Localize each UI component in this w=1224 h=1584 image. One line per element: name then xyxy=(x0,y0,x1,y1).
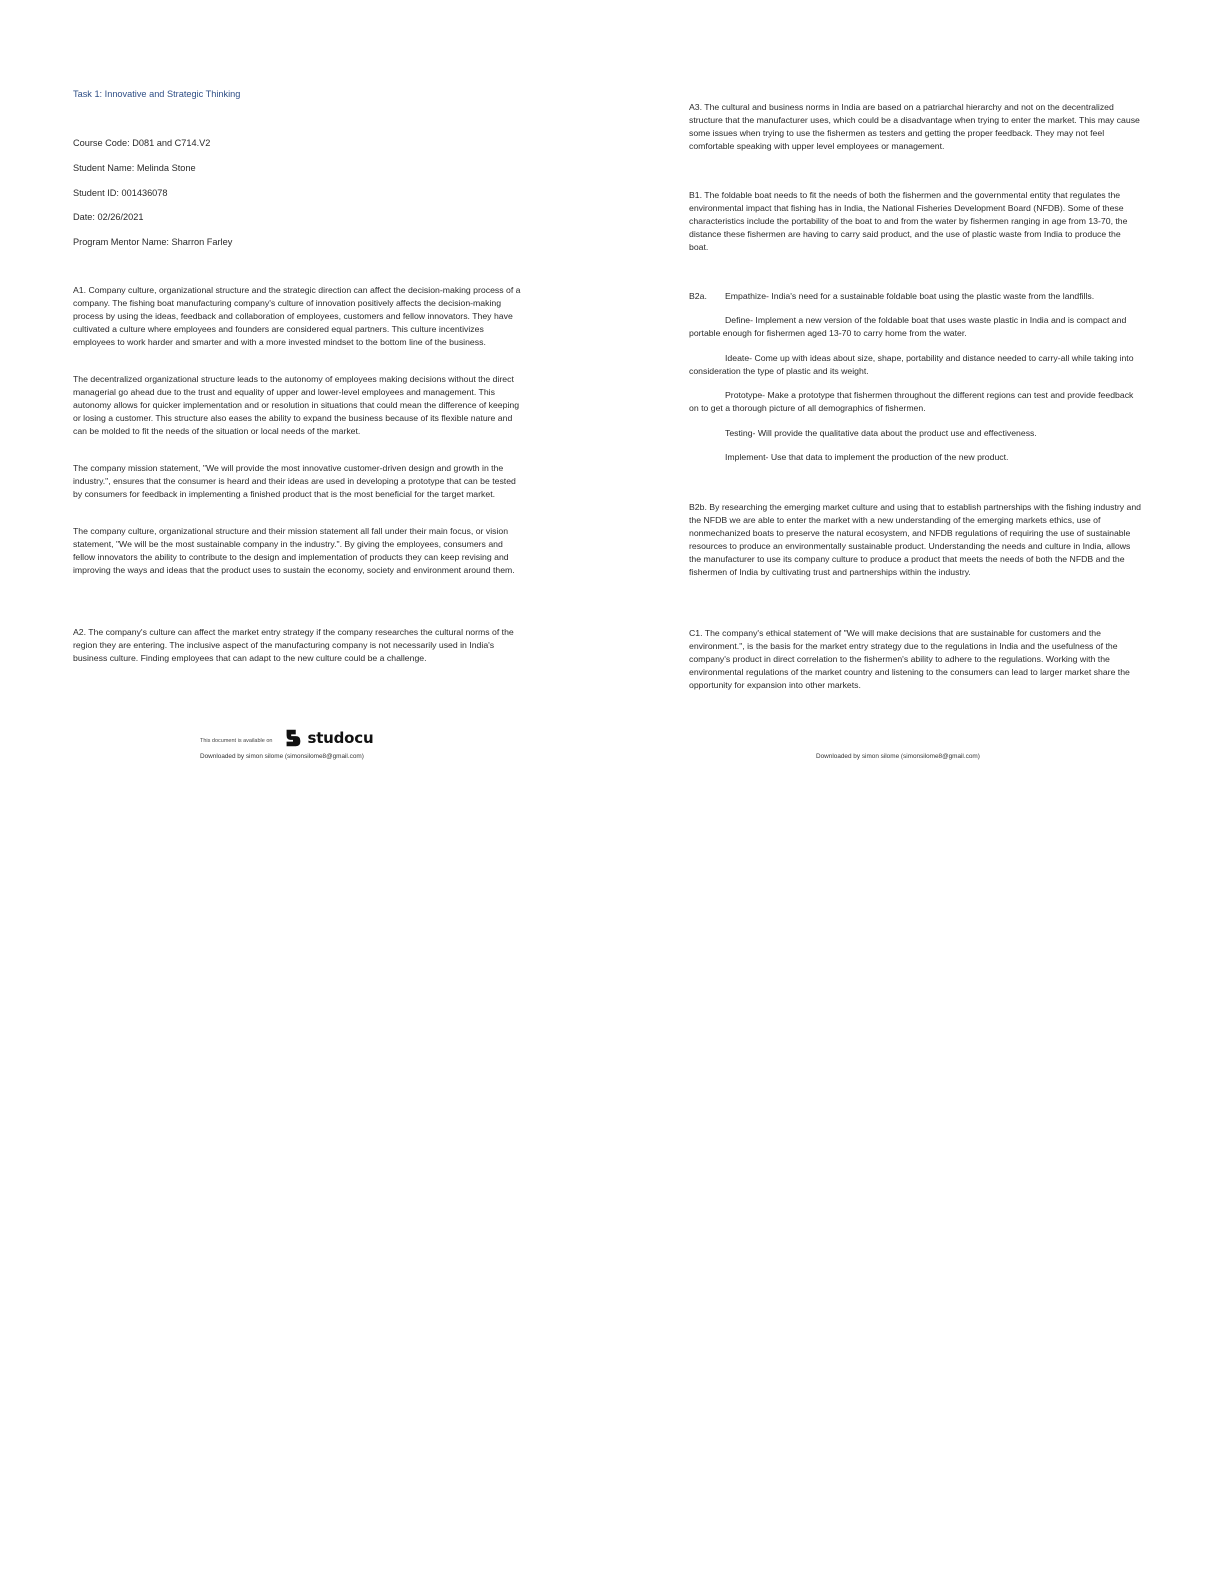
b2a-define: Define- Implement a new version of the foldable boat that uses waste plastic in India and is compact and portable enough for fishermen aged 13-70 to carry home from the water. xyxy=(689,315,1127,338)
b2b-paragraph: B2b. By researching the emerging market culture and using that to establish partnerships with the fishing industry and the NFDB we are able to enter the market with a new understanding of the emerging markets ethics, use of nonmechanized boats to preserve the natural ecosystem, and NFDB regulations of requiring the use of sustainable resources to produce an environmentally sustainable product. Understanding the needs and culture in India, allows the manufacturer to use its company culture to produce a product that meets the needs of both the NFDB and the fishermen of India by cultivating trust and partnerships within the industry. xyxy=(689,502,1142,577)
a1-paragraph-3: The company mission statement, "We will provide the most innovative customer-driven design and growth in the industry.", ensures that the consumer is heard and their ideas are used in developing a prototype that can be tested by consumers for feedback in implementing a finished product that is the most beneficial for the target market. xyxy=(73,463,516,499)
b2a-implement: Implement- Use that data to implement the production of the new product. xyxy=(725,452,1009,462)
b2a-empathize: Empathize- India's need for a sustainable foldable boat using the plastic waste from the landfills. xyxy=(725,291,1095,301)
a1-paragraph-4: The company culture, organizational structure and their mission statement all fall under their main focus, or vision statement, "We will be the most sustainable company in the industry.". By giving the employees, consumers and fellow innovators the ability to contribute to the design and implementation of products they can keep revising and improving the ways and ideas that the product uses to sustain the economy, society and environment around them. xyxy=(73,526,515,575)
a1-paragraph-1: A1. Company culture, organizational structure and the strategic direction can affect the decision-making process of a company. The fishing boat manufacturing company's culture of innovation positively affects the decision-making process by using the ideas, feedback and collaboration of employees, customers and fellow innovators. They have cultivated a culture where employees and founders are considered equal partners. This culture incentivizes employees to work harder and smarter and with a more invested mindset to the bottom line of the business. xyxy=(73,285,521,347)
b2a-ideate: Ideate- Come up with ideas about size, shape, portability and distance needed to carry-all while taking into consideration the type of plastic and its weight. xyxy=(689,353,1134,376)
a2-paragraph: A2. The company's culture can affect the market entry strategy if the company researches the cultural norms of the region they are entering. The inclusive aspect of the manufacturing company is not necessarily used in India's business culture. Finding employees that can adapt to the new culture could be a challenge. xyxy=(73,627,514,663)
student-id: Student ID: 001436078 xyxy=(73,188,168,198)
studocu-brand-name: studocu xyxy=(307,729,374,747)
studocu-footer xyxy=(200,727,373,749)
b2a-label: B2a. xyxy=(689,291,707,301)
right-page xyxy=(612,0,1224,790)
a3-paragraph: A3. The cultural and business norms in India are based on a patriarchal hierarchy and not on the decentralized structure that the manufacturer uses, which could be a disadvantage when trying to enter the market. This may cause some issues when trying to use the fishermen as testers and getting the proper feedback. They may not feel comfortable speaking with upper level employees or management. xyxy=(689,102,1140,151)
footer-availability-text: This document is available on xyxy=(200,738,273,744)
a1-paragraph-2: The decentralized organizational structure leads to the autonomy of employees making decisions without the direct managerial go ahead due to the trust and equality of upper and lower-level employees and management. This autonomy allows for quicker implementation and or resolution in situations that could mean the difference of keeping or losing a customer. This structure also eases the ability to expand the business because of its flexible nature and can be molded to fit the needs of the situation or local needs of the market. xyxy=(73,374,520,436)
b2a-testing: Testing- Will provide the qualitative data about the product use and effectiveness. xyxy=(725,428,1037,438)
downloaded-by-text: Downloaded by simon silome (simonsilome8@gmail.com) xyxy=(200,753,364,760)
b2a-prototype: Prototype- Make a prototype that fishermen throughout the different regions can test and provide feedback on to get a thorough picture of all demographics of fishermen. xyxy=(689,390,1134,413)
program-mentor: Program Mentor Name: Sharron Farley xyxy=(73,237,233,247)
b1-paragraph: B1. The foldable boat needs to fit the needs of both the fishermen and the governmental entity that regulates the environmental impact that fishing has in India, the National Fisheries Development Board (NFDB). Some of these characteristics include the portability of the boat to and from the water by fishermen ranging in age from 13-70, the distance these fishermen are having to carry said product, and the use of plastic waste from India to produce the boat. xyxy=(689,190,1128,252)
task-title: Task 1: Innovative and Strategic Thinking xyxy=(73,89,241,99)
course-code: Course Code: D081 and C714.V2 xyxy=(73,138,211,148)
downloaded-by-text-right: Downloaded by simon silome (simonsilome8@gmail.com) xyxy=(816,753,980,760)
studocu-logo-icon xyxy=(282,727,304,749)
student-name: Student Name: Melinda Stone xyxy=(73,163,196,173)
c1-paragraph: C1. The company's ethical statement of "We will make decisions that are sustainable for customers and the environment.", is the basis for the market entry strategy due to the regulations in India and the usefulness of the company's product in direct correlation to the fishermen's ability to adhere to the regulations. Working with the environmental regulations of the market country and listening to the consumers can lead to larger market share the opportunity for expansion into other markets. xyxy=(689,628,1130,690)
left-page xyxy=(0,0,612,790)
student-info xyxy=(73,137,525,149)
date: Date: 02/26/2021 xyxy=(73,212,144,222)
b2a-section xyxy=(689,290,1141,303)
